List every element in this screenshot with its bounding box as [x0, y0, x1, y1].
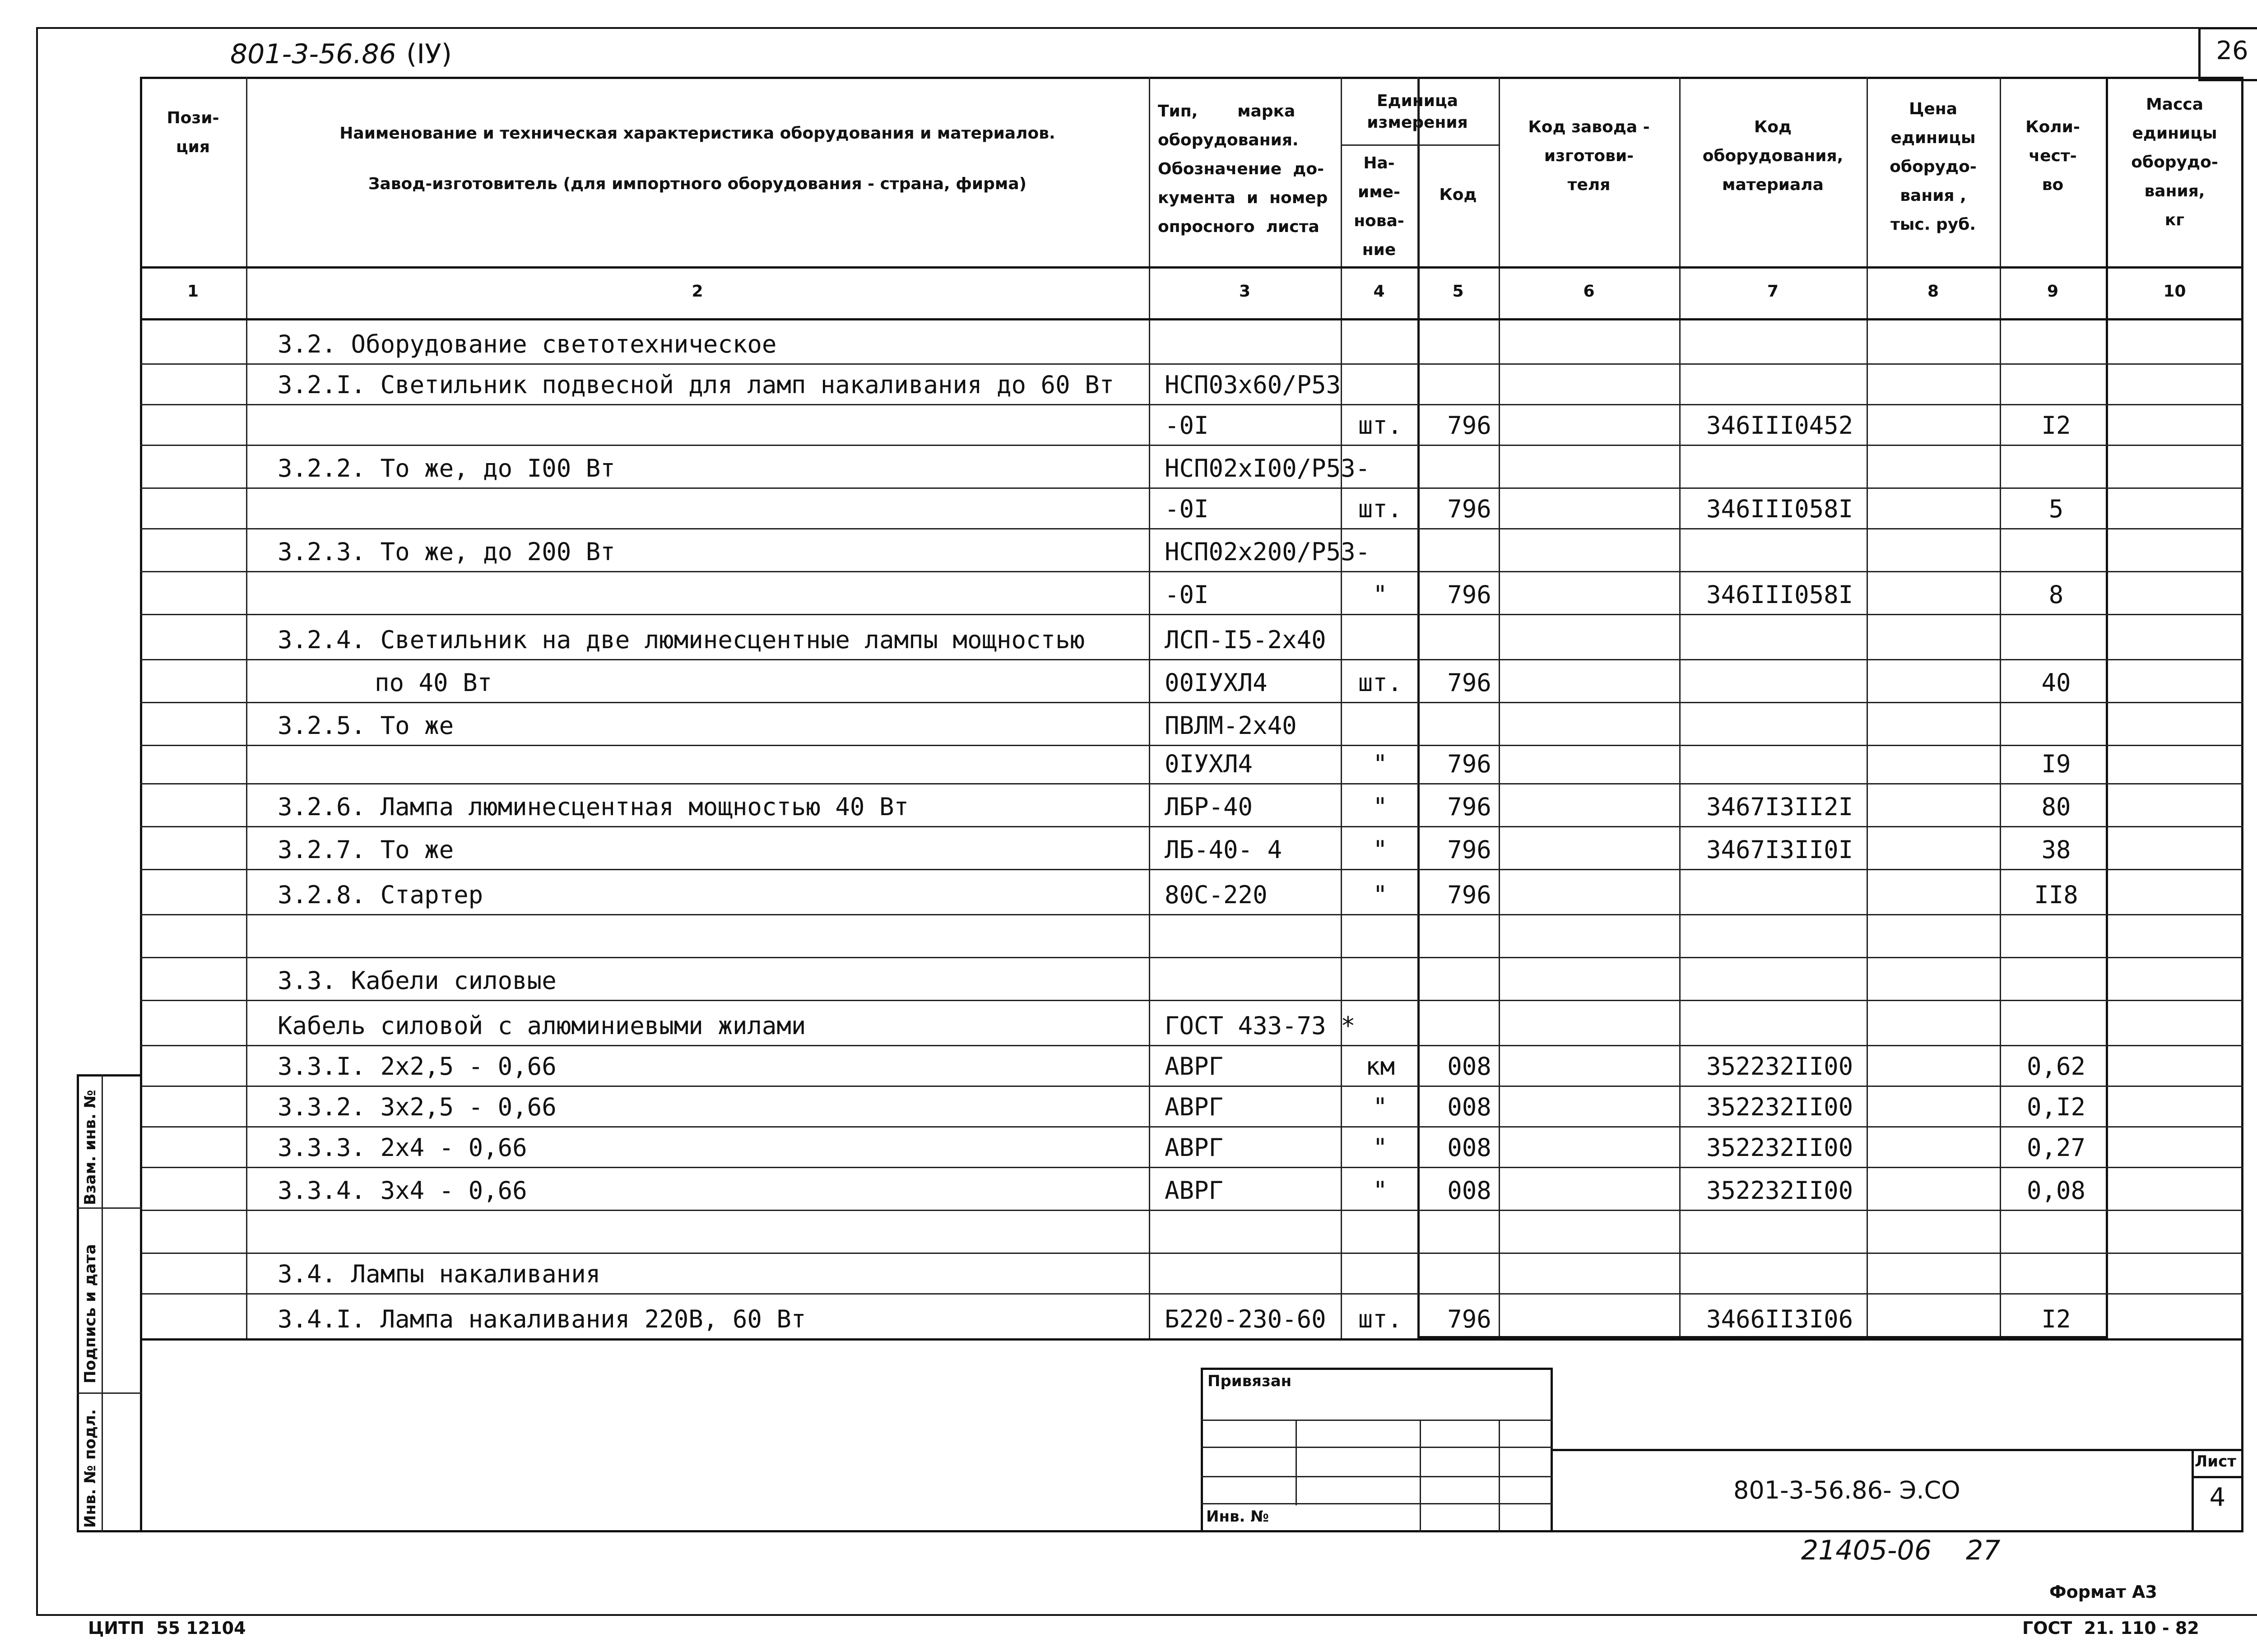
row-divider: [140, 1253, 2243, 1254]
row-unit-code: 796: [1447, 835, 1491, 864]
row-name: 3.3.3. 2х4 - 0,66: [278, 1133, 527, 1162]
handwritten-number: 21405-06 27: [1801, 1535, 2001, 1566]
row-unit-code: 796: [1447, 750, 1491, 778]
row-unit-code: 796: [1447, 881, 1491, 909]
row-quantity: 80: [2041, 793, 2071, 821]
row-unit-code: 008: [1447, 1133, 1491, 1162]
row-name: 3.3. Кабели силовые: [278, 966, 557, 995]
side-stamp-inv: Инв. № подл.: [81, 1409, 99, 1528]
row-type: АВРГ: [1165, 1093, 1224, 1121]
column-number-3: 3: [1239, 282, 1251, 301]
column-number-1: 1: [187, 282, 199, 301]
row-unit: ": [1373, 750, 1388, 778]
row-material-code: 3467I3II2I: [1706, 793, 1853, 821]
row-divider: [140, 528, 2243, 529]
footer-right: ГОСТ 21. 110 - 82: [2022, 1618, 2199, 1638]
column-number-7: 7: [1767, 282, 1779, 301]
column-number-10: 10: [2163, 282, 2186, 301]
row-divider: [140, 363, 2243, 365]
column-header-8: Цена единицы оборудо- вания , тыс. руб.: [1890, 100, 1977, 234]
row-unit: ": [1373, 881, 1388, 909]
row-type: ЛБР-40: [1165, 793, 1253, 821]
row-unit-code: 008: [1447, 1093, 1491, 1121]
row-type: -0I: [1165, 495, 1209, 523]
row-type: АВРГ: [1165, 1052, 1224, 1081]
row-quantity: 8: [2048, 580, 2064, 609]
row-quantity: I9: [2041, 750, 2071, 778]
list-number: 4: [2209, 1483, 2226, 1512]
row-name: 3.2.6. Лампа люминесцентная мощностью 40 Вт: [278, 793, 909, 821]
row-name: 3.3.2. 3х2,5 - 0,66: [278, 1093, 557, 1121]
unit-group-header: Единица измерения: [1367, 92, 1468, 132]
column-number-9: 9: [2047, 282, 2059, 301]
row-quantity: 40: [2041, 668, 2071, 697]
row-name: 3.4. Лампы накаливания: [278, 1260, 601, 1288]
footer-left: ЦИТП 55 12104: [88, 1618, 246, 1638]
row-unit: ": [1373, 835, 1388, 864]
row-divider: [140, 571, 2243, 572]
row-unit-code: 008: [1447, 1052, 1491, 1081]
row-divider: [140, 1167, 2243, 1168]
list-label: Лист: [2195, 1452, 2236, 1471]
column-number-4: 4: [1373, 282, 1385, 301]
row-unit: км: [1365, 1052, 1395, 1081]
row-divider: [140, 957, 2243, 958]
column-header-10: Масса единицы оборудо- вания, кг: [2131, 95, 2218, 229]
row-unit: ": [1373, 793, 1388, 821]
row-quantity: 0,27: [2026, 1133, 2086, 1162]
row-unit: ": [1373, 1093, 1388, 1121]
row-unit: шт.: [1358, 1305, 1402, 1333]
row-divider: [140, 702, 2243, 703]
row-divider: [140, 1086, 2243, 1087]
row-quantity: I2: [2041, 1305, 2071, 1333]
row-material-code: 352232II00: [1706, 1133, 1853, 1162]
row-divider: [140, 659, 2243, 660]
row-divider: [140, 1000, 2243, 1001]
row-unit: ": [1373, 1176, 1388, 1205]
row-material-code: 346III0452: [1706, 411, 1853, 440]
row-divider: [140, 745, 2243, 746]
row-type: НСП02х200/Р53-: [1165, 538, 1370, 566]
row-type: 0IУХЛ4: [1165, 750, 1253, 778]
row-divider: [140, 1210, 2243, 1211]
row-unit-code: 796: [1447, 495, 1491, 523]
row-unit: ": [1373, 1133, 1388, 1162]
row-material-code: 3467I3II0I: [1706, 835, 1853, 864]
row-name: 3.3.I. 2х2,5 - 0,66: [278, 1052, 557, 1081]
column-header-1: Пози- ция: [167, 109, 219, 156]
sheet-doc-code: 801-3-56.86: [230, 38, 396, 70]
row-name: 3.2.8. Стартер: [278, 881, 483, 909]
row-type: ЛСП-I5-2х40: [1165, 626, 1326, 654]
column-header-7: Код оборудования, материала: [1702, 118, 1844, 194]
header-bottom-line: [140, 266, 2243, 269]
row-material-code: 346III058I: [1706, 580, 1853, 609]
row-type: Б220-230-60: [1165, 1305, 1326, 1333]
row-quantity: 38: [2041, 835, 2071, 864]
page-number: 26: [2216, 36, 2248, 65]
row-type: -0I: [1165, 411, 1209, 440]
row-divider: [140, 1293, 2243, 1295]
column-header-6: Код завода - изготови- теля: [1528, 118, 1650, 194]
row-unit: шт.: [1358, 495, 1402, 523]
row-unit: шт.: [1358, 668, 1402, 697]
column-header-5: Код: [1439, 186, 1477, 204]
column-header-2: Наименование и техническая характеристика оборудования и материалов. Завод-изготовитель (для импортного оборудования - страна, фирма): [339, 124, 1055, 193]
row-name: по 40 Вт: [375, 668, 492, 697]
row-unit-code: 796: [1447, 580, 1491, 609]
row-divider: [140, 826, 2243, 827]
row-unit-code: 796: [1447, 1305, 1491, 1333]
row-divider: [140, 1126, 2243, 1128]
row-divider: [140, 614, 2243, 615]
row-quantity: II8: [2034, 881, 2078, 909]
row-unit: ": [1373, 580, 1388, 609]
row-type: НСП02хI00/Р53-: [1165, 454, 1370, 483]
row-type: -0I: [1165, 580, 1209, 609]
row-material-code: 352232II00: [1706, 1052, 1853, 1081]
title-doc-code: 801-3-56.86- Э.СО: [1733, 1476, 1960, 1504]
row-type: 80С-220: [1165, 881, 1268, 909]
row-name: 3.2.7. То же: [278, 835, 454, 864]
row-quantity: 5: [2048, 495, 2064, 523]
row-quantity: I2: [2041, 411, 2071, 440]
row-material-code: 3466II3I06: [1706, 1305, 1853, 1333]
row-type: НСП03х60/Р53: [1165, 371, 1341, 399]
column-header-9: Коли- чест- во: [2025, 118, 2080, 194]
row-divider: [140, 404, 2243, 405]
row-name: 3.4.I. Лампа накаливания 220В, 60 Вт: [278, 1305, 806, 1333]
inv-no-label: Инв. №: [1206, 1508, 1269, 1526]
row-material-code: 352232II00: [1706, 1093, 1853, 1121]
row-name: 3.2.3. То же, до 200 Вт: [278, 538, 615, 566]
row-quantity: 0,I2: [2026, 1093, 2086, 1121]
row-divider: [140, 487, 2243, 489]
column-number-2: 2: [692, 282, 703, 301]
row-unit-code: 796: [1447, 668, 1491, 697]
row-unit: шт.: [1358, 411, 1402, 440]
row-quantity: 0,08: [2026, 1176, 2086, 1205]
row-type: АВРГ: [1165, 1133, 1224, 1162]
row-unit-code: 796: [1447, 793, 1491, 821]
row-name: Кабель силовой с алюминиевыми жилами: [278, 1012, 806, 1040]
row-unit-code: 796: [1447, 411, 1491, 440]
row-type: 00IУХЛ4: [1165, 668, 1268, 697]
stamp-top-line: [1553, 1449, 2243, 1451]
column-number-5: 5: [1452, 282, 1464, 301]
row-name: 3.2. Оборудование светотехническое: [278, 330, 777, 358]
row-type: АВРГ: [1165, 1176, 1224, 1205]
table-bottom-line: [140, 1338, 2243, 1341]
column-header-3: Тип, марка оборудования. Обозначение до- кумента и номер опросного листа: [1158, 102, 1328, 236]
sheet-doc-suffix: (IУ): [406, 38, 452, 70]
row-name: 3.2.4. Светильник на две люминесцентные лампы мощностью: [278, 626, 1085, 654]
row-type: ЛБ-40- 4: [1165, 835, 1282, 864]
privyazan-label: Привязан: [1207, 1372, 1292, 1390]
row-name: 3.2.5. То же: [278, 711, 454, 740]
row-material-code: 346III058I: [1706, 495, 1853, 523]
row-divider: [140, 869, 2243, 870]
row-unit-code: 008: [1447, 1176, 1491, 1205]
row-quantity: 0,62: [2026, 1052, 2086, 1081]
format-label: Формат А3: [2049, 1582, 2157, 1602]
column-number-6: 6: [1583, 282, 1595, 301]
row-divider: [140, 1045, 2243, 1046]
row-type: ГОСТ 433-73 *: [1165, 1012, 1356, 1040]
row-divider: [140, 445, 2243, 446]
side-stamp-podpis: Подпись и дата: [81, 1244, 99, 1383]
row-divider: [140, 783, 2243, 784]
row-material-code: 352232II00: [1706, 1176, 1853, 1205]
side-stamp-vzam: Взам. инв. №: [81, 1090, 99, 1205]
row-type: ПВЛМ-2х40: [1165, 711, 1297, 740]
row-divider: [140, 914, 2243, 915]
column-header-4: На- име- нова- ние: [1354, 154, 1404, 259]
row-name: 3.3.4. 3х4 - 0,66: [278, 1176, 527, 1205]
row-name: 3.2.I. Светильник подвесной для ламп накаливания до 60 Вт: [278, 371, 1115, 399]
row-name: 3.2.2. То же, до I00 Вт: [278, 454, 615, 483]
column-number-8: 8: [1927, 282, 1939, 301]
